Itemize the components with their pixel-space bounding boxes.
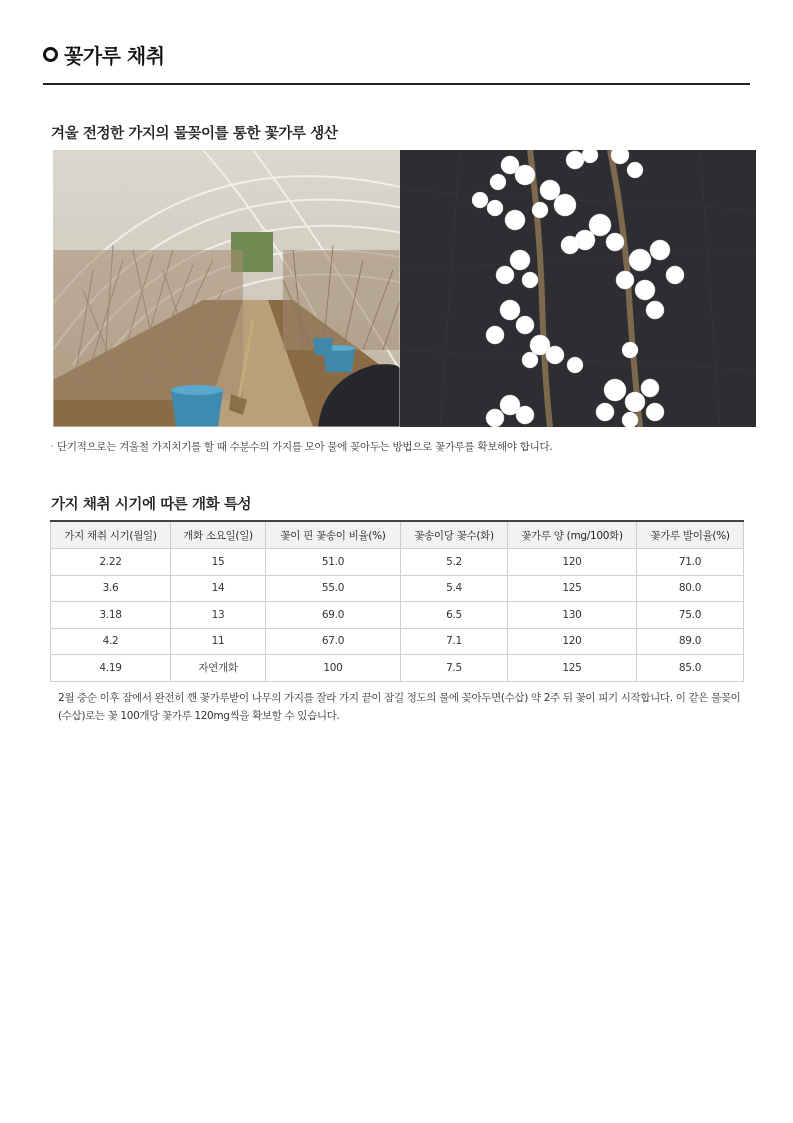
table-row	[51, 602, 744, 629]
column-header: 꽃송이당 꽃수(화)	[401, 521, 508, 549]
table-cell: 3.6	[51, 575, 171, 602]
table-cell: 125	[508, 655, 637, 682]
table-cell: 14	[171, 575, 266, 602]
table-row	[51, 575, 744, 602]
table-cell: 120	[508, 549, 637, 576]
table-cell: 11	[171, 628, 266, 655]
column-header: 꽃이 핀 꽃송이 비율(%)	[266, 521, 401, 549]
table-cell: 125	[508, 575, 637, 602]
section-title-pollen-production: 겨울 전정한 가지의 물꽂이를 통한 꽃가루 생산	[51, 126, 338, 142]
table-cell: 자연개화	[171, 655, 266, 682]
table-cell: 67.0	[266, 628, 401, 655]
data-table	[50, 520, 744, 682]
table-cell: 130	[508, 602, 637, 629]
table-cell: 2.22	[51, 549, 171, 576]
table-header-row	[51, 521, 744, 549]
flowering-table	[50, 520, 743, 682]
table-cell: 71.0	[637, 549, 744, 576]
circle-bullet-icon	[43, 47, 58, 62]
table-cell: 4.19	[51, 655, 171, 682]
table-cell: 80.0	[637, 575, 744, 602]
table-cell: 55.0	[266, 575, 401, 602]
table-cell: 5.2	[401, 549, 508, 576]
table-cell: 75.0	[637, 602, 744, 629]
column-header: 개화 소요일(일)	[171, 521, 266, 549]
pear-blossom-branches-photo	[400, 150, 756, 427]
table-cell: 85.0	[637, 655, 744, 682]
table-cell: 5.4	[401, 575, 508, 602]
greenhouse-branches-photo	[53, 150, 400, 427]
section-title-flowering-characteristics: 가지 채취 시기에 따른 개화 특성	[51, 497, 252, 513]
table-cell: 4.2	[51, 628, 171, 655]
table-row	[51, 628, 744, 655]
column-header: 꽃가루 발이율(%)	[637, 521, 744, 549]
table-cell: 6.5	[401, 602, 508, 629]
page-header	[43, 40, 165, 69]
caption-bullet-icon: ·	[50, 441, 54, 453]
table-cell: 3.18	[51, 602, 171, 629]
table-cell: 13	[171, 602, 266, 629]
table-cell: 7.1	[401, 628, 508, 655]
table-row	[51, 655, 744, 682]
table-note: 2월 중순 이후 잠에서 완전히 깬 꽃가루받이 나무의 가지를 잘라 가지 끝이 잠길 정도의 물에 꽂아두면(수삽) 약 2주 뒤 꽃이 피기 시작합니다. 이 같은 물꽂이(수삽)로는 꽃 100개당 꽃가루 120mg씩을 확보할 수 있습니다.	[58, 692, 741, 722]
table-cell: 89.0	[637, 628, 744, 655]
table-cell: 120	[508, 628, 637, 655]
title-divider	[43, 83, 750, 85]
photo-caption	[50, 439, 552, 454]
table-cell: 69.0	[266, 602, 401, 629]
table-cell: 7.5	[401, 655, 508, 682]
column-header: 가지 채취 시기(월일)	[51, 521, 171, 549]
column-header: 꽃가루 양 (mg/100화)	[508, 521, 637, 549]
table-cell: 15	[171, 549, 266, 576]
table-cell: 100	[266, 655, 401, 682]
caption-text: 단기적으로는 겨울철 가지치기를 할 때 수분수의 가지를 모아 물에 꽂아두는 방법으로 꽃가루를 확보해야 합니다.	[57, 441, 553, 453]
table-cell: 51.0	[266, 549, 401, 576]
page-title: 꽃가루 채취	[64, 44, 165, 68]
table-row	[51, 549, 744, 576]
